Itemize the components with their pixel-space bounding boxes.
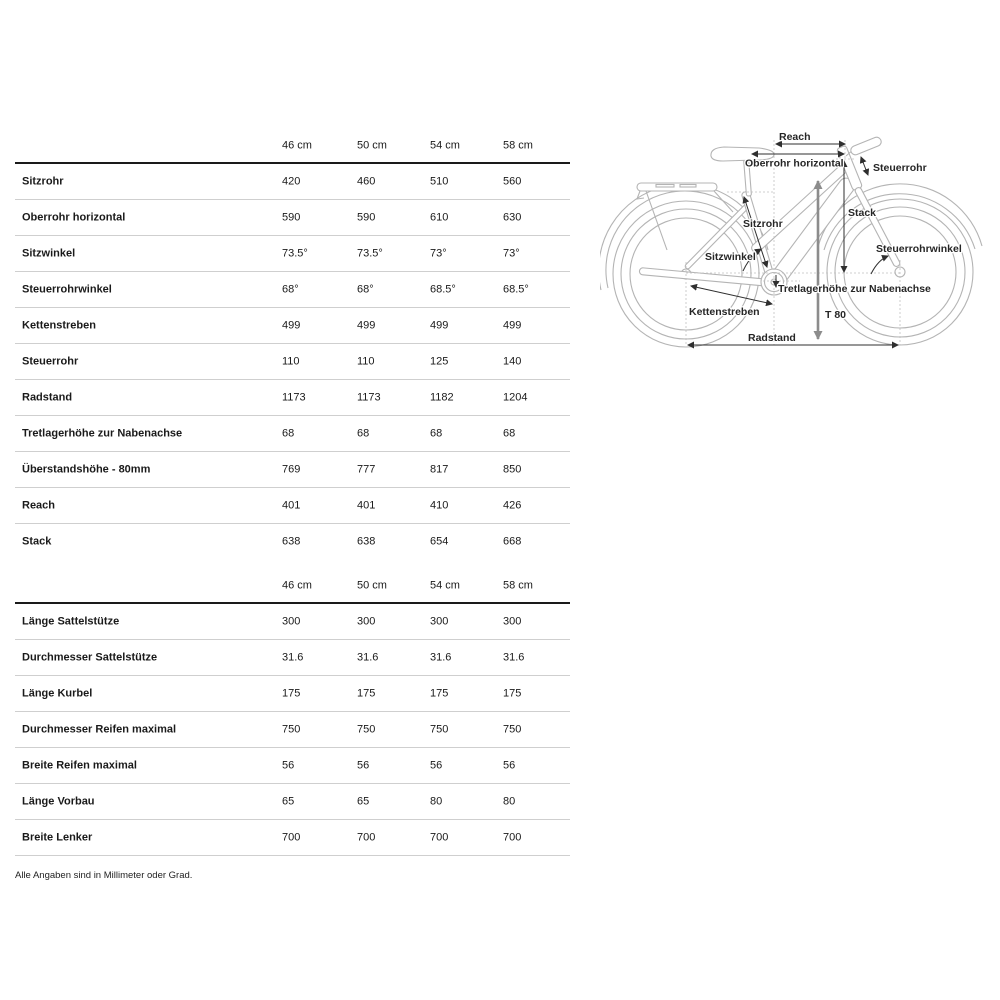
row-value: 73.5° <box>282 247 308 259</box>
steuerrohr-label: Steuerrohr <box>873 162 927 174</box>
row-value: 1182 <box>430 391 454 403</box>
row-value: 700 <box>282 831 301 843</box>
size-column-header: 46 cm <box>282 579 312 591</box>
row-value: 68.5° <box>430 283 456 295</box>
stack-label: Stack <box>848 207 877 219</box>
table-row <box>15 640 570 676</box>
row-value: 510 <box>430 175 449 187</box>
row-value: 817 <box>430 463 449 475</box>
row-value: 68 <box>430 427 443 439</box>
row-label: Stack <box>22 535 52 547</box>
geometry-table-frame <box>15 130 570 559</box>
row-value: 175 <box>282 687 301 699</box>
size-column-header: 54 cm <box>430 579 460 591</box>
fork-tube <box>854 187 901 268</box>
row-value: 110 <box>282 355 300 367</box>
row-value: 68° <box>282 283 299 295</box>
row-value: 73.5° <box>357 247 383 259</box>
row-value: 1173 <box>357 391 381 403</box>
table-row <box>15 164 570 200</box>
row-value: 499 <box>503 319 522 331</box>
table-row <box>15 784 570 820</box>
row-value: 420 <box>282 175 301 187</box>
row-value: 499 <box>282 319 301 331</box>
sitzwinkel-label: Sitzwinkel <box>705 251 756 263</box>
row-value: 175 <box>430 687 449 699</box>
row-value: 73° <box>430 247 447 259</box>
table-row <box>15 524 570 559</box>
row-value: 410 <box>430 499 449 511</box>
row-label: Breite Lenker <box>22 831 93 843</box>
row-value: 68 <box>503 427 516 439</box>
row-value: 56 <box>282 759 295 771</box>
row-value: 777 <box>357 463 376 475</box>
size-column-header: 50 cm <box>357 139 387 152</box>
row-label: Länge Kurbel <box>22 687 93 699</box>
row-label: Durchmesser Sattelstütze <box>22 651 158 663</box>
row-value: 68 <box>282 427 295 439</box>
row-value: 175 <box>503 687 522 699</box>
table-row <box>15 712 570 748</box>
row-value: 65 <box>357 795 370 807</box>
row-label: Länge Vorbau <box>22 795 95 807</box>
bike-geometry-diagram <box>600 112 1000 377</box>
row-value: 175 <box>357 687 376 699</box>
row-label: Steuerrohr <box>22 355 79 367</box>
tretlagerhoehe-label: Tretlagerhöhe zur Nabenachse <box>778 283 931 295</box>
size-column-header: 54 cm <box>430 139 460 152</box>
row-value: 300 <box>430 615 449 627</box>
row-value: 73° <box>503 247 520 259</box>
row-value: 750 <box>282 723 301 735</box>
row-value: 68 <box>357 427 370 439</box>
table-row <box>15 748 570 784</box>
table-row <box>15 380 570 416</box>
row-value: 460 <box>357 175 376 187</box>
size-column-header: 58 cm <box>503 579 533 591</box>
row-value: 56 <box>357 759 370 771</box>
row-value: 31.6 <box>357 651 379 663</box>
size-column-header: 50 cm <box>357 579 387 591</box>
row-label: Breite Reifen maximal <box>22 759 137 771</box>
row-value: 68° <box>357 283 374 295</box>
t80-label: T 80 <box>825 309 847 321</box>
kettenstreben-label: Kettenstreben <box>689 306 760 318</box>
units-footnote: Alle Angaben sind in Millimeter oder Grad. <box>15 870 193 881</box>
row-value: 700 <box>430 831 449 843</box>
row-value: 80 <box>503 795 516 807</box>
kettenstreben-arrow <box>691 286 772 304</box>
row-value: 769 <box>282 463 301 475</box>
row-value: 654 <box>430 535 449 547</box>
row-value: 590 <box>357 211 376 223</box>
row-value: 31.6 <box>503 651 525 663</box>
size-column-header: 46 cm <box>282 139 312 152</box>
table-row <box>15 200 570 236</box>
row-value: 750 <box>357 723 376 735</box>
row-label: Tretlagerhöhe zur Nabenachse <box>22 427 183 439</box>
geometry-tables <box>15 130 570 881</box>
table-row <box>15 488 570 524</box>
row-value: 590 <box>282 211 301 223</box>
row-value: 300 <box>357 615 376 627</box>
row-label: Durchmesser Reifen maximal <box>22 723 177 735</box>
row-value: 630 <box>503 211 522 223</box>
table-row <box>15 452 570 488</box>
row-value: 110 <box>357 355 375 367</box>
row-value: 668 <box>503 535 522 547</box>
reach-label: Reach <box>779 131 811 143</box>
row-value: 638 <box>282 535 301 547</box>
size-header-row <box>15 130 570 164</box>
row-value: 700 <box>503 831 522 843</box>
row-value: 401 <box>357 499 376 511</box>
steuerrohr-arrow <box>861 157 868 175</box>
table-row <box>15 236 570 272</box>
size-header-row <box>15 569 570 604</box>
table-row <box>15 344 570 380</box>
row-label: Länge Sattelstütze <box>22 615 120 627</box>
row-value: 300 <box>503 615 522 627</box>
oberrohr-label: Oberrohr horizontal <box>745 157 844 170</box>
row-value: 750 <box>503 723 522 735</box>
row-value: 1173 <box>282 391 306 403</box>
row-value: 125 <box>430 355 449 367</box>
row-value: 80 <box>430 795 443 807</box>
row-label: Sitzwinkel <box>22 247 76 259</box>
radstand-label: Radstand <box>748 332 796 344</box>
row-label: Steuerrohrwinkel <box>22 283 112 295</box>
row-value: 610 <box>430 211 449 223</box>
table-row <box>15 416 570 452</box>
row-value: 638 <box>357 535 376 547</box>
row-value: 31.6 <box>282 651 304 663</box>
row-value: 401 <box>282 499 301 511</box>
row-value: 750 <box>430 723 449 735</box>
row-value: 140 <box>503 355 522 367</box>
steuerrohrwinkel-angle-arrow <box>871 256 888 274</box>
row-label: Überstandshöhe - 80mm <box>22 463 151 475</box>
row-value: 300 <box>282 615 301 627</box>
table-row <box>15 272 570 308</box>
row-value: 700 <box>357 831 376 843</box>
table-row <box>15 604 570 640</box>
geometry-table-components <box>15 569 570 856</box>
row-label: Radstand <box>22 391 73 403</box>
size-column-header: 58 cm <box>503 139 533 152</box>
row-value: 499 <box>357 319 376 331</box>
row-value: 1204 <box>503 391 528 403</box>
row-value: 68.5° <box>503 283 529 295</box>
row-value: 850 <box>503 463 522 475</box>
row-value: 56 <box>503 759 516 771</box>
row-value: 31.6 <box>430 651 452 663</box>
row-label: Sitzrohr <box>22 175 64 187</box>
row-value: 65 <box>282 795 295 807</box>
row-label: Reach <box>22 499 56 511</box>
row-value: 560 <box>503 175 522 187</box>
sitzrohr-label: Sitzrohr <box>743 218 783 230</box>
table-row <box>15 676 570 712</box>
rear-rack-icon <box>637 183 733 250</box>
row-value: 56 <box>430 759 443 771</box>
row-label: Oberrohr horizontal <box>22 211 126 223</box>
table-row <box>15 308 570 344</box>
row-value: 499 <box>430 319 449 331</box>
row-label: Kettenstreben <box>22 319 96 331</box>
dimension-labels <box>689 131 962 344</box>
table-row <box>15 820 570 856</box>
handlebar-grip-icon <box>849 136 882 156</box>
steuerrohrwinkel-label: Steuerrohrwinkel <box>876 243 962 255</box>
row-value: 426 <box>503 499 522 511</box>
